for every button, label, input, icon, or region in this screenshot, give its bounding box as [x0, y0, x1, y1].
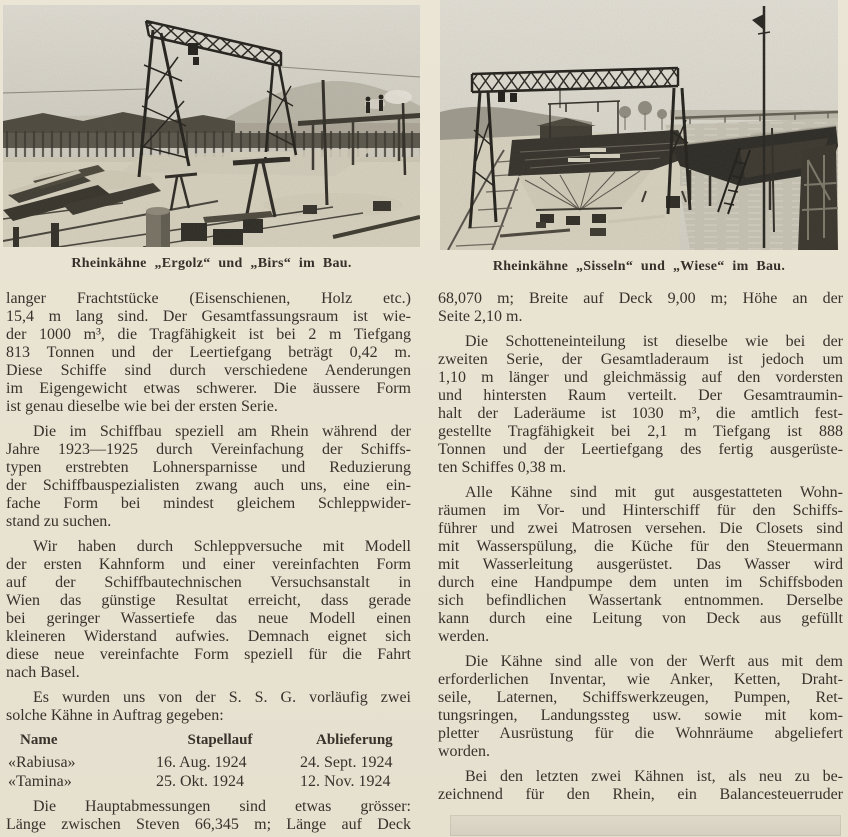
text-line: erforderlichen Inventar, wie Anker, Ketten, Draht-	[438, 671, 843, 688]
text-line: Länge zwischen Steven 66,345 m; Länge auf Deck	[6, 816, 411, 833]
text-line: Wir haben durch Schleppversuche mit Modell	[33, 538, 411, 555]
paragraph	[438, 333, 843, 477]
paragraph	[6, 423, 411, 531]
text-line: pletter Ausrüstung für die Wohnräume abgeliefert	[438, 725, 843, 742]
text-column-right	[438, 290, 843, 836]
shipyard-slipway-illustration	[440, 0, 838, 250]
text-line: seile, Laternen, Schiffswerkzeugen, Pumpen, Ret-	[438, 689, 843, 706]
text-line: auf der Schiffbautechnischen Versuchsanstalt in	[6, 574, 411, 591]
figure-ergolz-birs	[3, 5, 420, 272]
paragraph	[438, 768, 843, 804]
text-line: tungsringen, Landungssteg usw. sowie mit kom-	[438, 707, 843, 724]
text-line: Bei den letzten zwei Kähnen ist, als neu zu be-	[465, 768, 843, 785]
table-cell: «Tamina»	[8, 773, 72, 790]
table-header-cell: Ablieferung	[316, 732, 393, 748]
table-cell: 12. Nov. 1924	[300, 773, 391, 790]
text-line: sich befindlichen Wassertank entnommen. Derselbe	[438, 592, 843, 609]
text-line: Tonnen und der Leertiefgang des fertig ausgerüste-	[438, 441, 843, 458]
text-line: nach Basel.	[6, 664, 80, 681]
text-line: Die Kähne sind alle von der Werft aus mit dem	[465, 653, 843, 670]
paragraph	[438, 290, 843, 326]
text-line: 813 Tonnen und der Leertiefgang beträgt 0,42 m.	[6, 344, 411, 361]
table-row	[6, 753, 411, 772]
text-line: werden.	[438, 628, 490, 645]
paragraph	[438, 484, 843, 646]
text-line: worden.	[438, 743, 490, 760]
table-cell: 16. Aug. 1924	[156, 754, 247, 771]
text-line: 15,4 m lang sind. Der Gesamtfassungsraum ist wie-	[6, 308, 411, 325]
text-line: und hintersten Raum verteilt. Der Gesamtraumin-	[438, 387, 843, 404]
text-line: halt der Laderäume ist 1030 m³, die amtlich fest-	[438, 405, 843, 422]
text-line: Wien das günstige Resultat erreicht, dass gerade	[6, 592, 411, 609]
figure-caption-left: Rheinkähne „Ergolz“ und „Birs“ im Bau.	[71, 256, 352, 271]
shipyard-photo-ergolz-birs	[3, 5, 420, 247]
text-line: bei geringer Wassertiefe das neue Modell einen	[6, 610, 411, 627]
shipyard-photo-sisseln-wiese	[440, 0, 838, 250]
text-line: kann durch eine Leitung von Deck aus gefüllt	[438, 610, 843, 627]
text-line: mit Wasserleitung ausgerüstet. Das Wasser wird	[438, 556, 843, 573]
table-row	[6, 772, 411, 791]
text-line: zeichnend für den Rhein, ein Balancesteuerruder	[438, 786, 843, 803]
barge-order-table	[6, 731, 411, 791]
text-line: Diese Schiffe sind durch verschiedene Aenderungen	[6, 362, 411, 379]
text-line: kleineren Widerstand aufwies. Demnach eignet sich	[6, 628, 411, 645]
text-line: gestellte Tragfähigkeit bei 2,1 m Tiefgang ist 888	[438, 423, 843, 440]
text-line: im Eigengewicht etwas schwerer. Die äussere Form	[6, 380, 411, 397]
cutoff-photo-strip	[450, 815, 841, 836]
table-cell: 24. Sept. 1924	[300, 754, 393, 771]
table-header-row	[6, 731, 411, 753]
text-line: der Schiffbauspezialisten zwang auch uns, eine ein-	[6, 477, 411, 494]
table-cell: 25. Okt. 1924	[156, 773, 244, 790]
text-line: Die Schotteneinteilung ist dieselbe wie bei der	[465, 333, 843, 350]
text-line: ten Schiffes 0,38 m.	[438, 459, 567, 476]
table-cell: «Rabiusa»	[8, 754, 76, 771]
figure-caption-right: Rheinkähne „Sisseln“ und „Wiese“ im Bau.	[492, 259, 786, 274]
text-line: zweiten Serie, der Gesamtladeraum ist jedoch um	[438, 351, 843, 368]
text-line: 68,070 m; Breite auf Deck 9,00 m; Höhe an der	[438, 290, 843, 307]
figure-sisseln-wiese	[440, 0, 838, 275]
text-column-left	[6, 290, 411, 836]
text-line: solche Kähne in Auftrag gegeben:	[6, 707, 224, 724]
paragraph	[6, 290, 411, 416]
text-line: typen erstrebten Lohnersparnisse und Reduzierung	[6, 459, 411, 476]
text-line: mit Wasserspülung, die Küche für den Steuermann	[438, 538, 843, 555]
text-line: räumen im Vor- und Hinterschiff für den Schiffs-	[438, 502, 843, 519]
text-line: führer und zwei Matrosen versehen. Die Closets sind	[438, 520, 843, 537]
paragraph	[438, 653, 843, 761]
text-line: Die im Schiffbau speziell am Rhein während der	[33, 423, 411, 440]
paragraph	[6, 798, 411, 834]
table-header-cell: Name	[20, 732, 58, 748]
text-line: Es wurden uns von der S. S. G. vorläufig zwei	[33, 689, 411, 706]
text-line: Die Hauptabmessungen sind etwas grösser:	[33, 798, 411, 815]
table-header-cell: Stapellauf	[187, 732, 253, 748]
text-line: fache Form bei mindest gleichem Schleppwider-	[6, 495, 411, 512]
text-line: Jahre 1923—1925 durch Vereinfachung der Schiffs-	[6, 441, 411, 458]
text-line: langer Frachtstücke (Eisenschienen, Holz etc.)	[6, 290, 411, 307]
text-line: der 1000 m³, die Tragfähigkeit ist bei 2 m Tiefgang	[6, 326, 411, 343]
text-line: ist genau dieselbe wie bei der ersten Serie.	[6, 398, 278, 415]
text-line: Seite 2,10 m.	[438, 308, 523, 325]
body-text	[0, 290, 848, 836]
text-line: 1,10 m länger und gleichmässig auf den vordersten	[438, 369, 843, 386]
text-line: der ersten Kahnform und einer vereinfachten Form	[6, 556, 411, 573]
shipyard-gantry-crane-illustration	[3, 5, 420, 247]
figures-row	[0, 0, 848, 275]
text-line: Alle Kähne sind mit gut ausgestatteten Wohn-	[465, 484, 843, 501]
text-line: stand zu suchen.	[6, 513, 112, 530]
paragraph	[6, 689, 411, 725]
paragraph	[6, 538, 411, 682]
text-line: durch eine Handpumpe dem unten im Schiffsboden	[438, 574, 843, 591]
text-line: diese neue vereinfachte Form speziell für die Fahrt	[6, 646, 411, 663]
